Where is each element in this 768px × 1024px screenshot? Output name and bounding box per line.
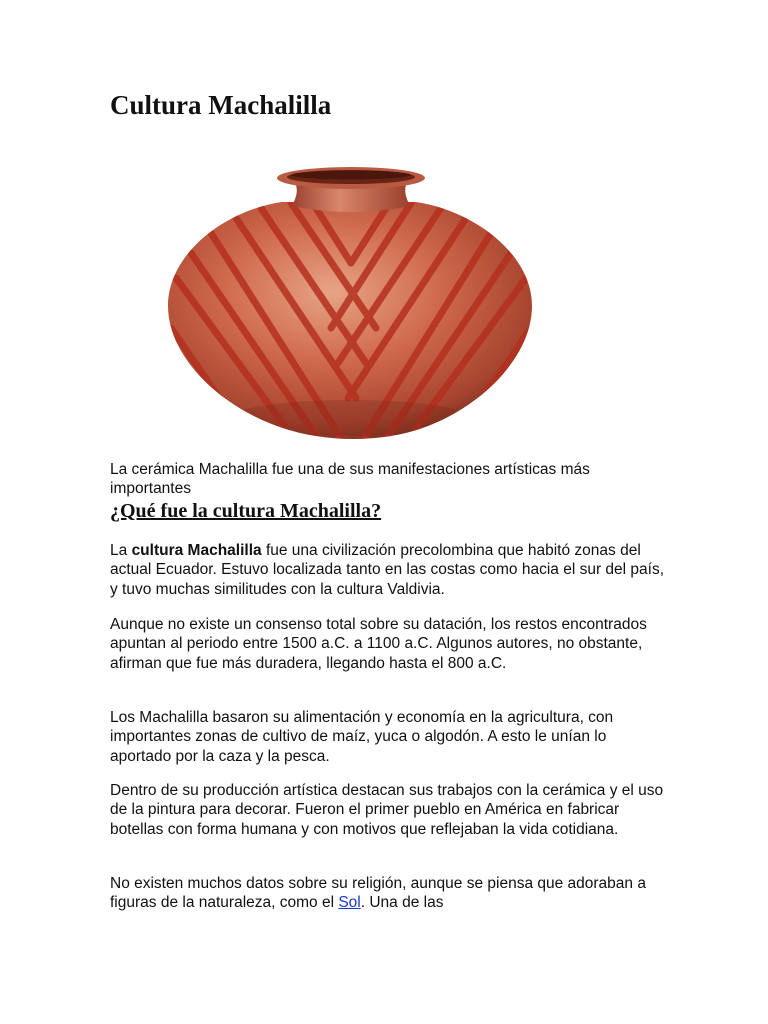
paragraph-5-rest: . Una de las [360, 894, 444, 912]
paragraph-3: Los Machalilla basaron su alimentación y economía en la agricultura, con importantes zonas de cultivo de maíz, yuca o algodón. A esto le unían lo aportado por la caza y la pesca. [110, 709, 614, 765]
paragraph-1-bold-term: cultura Machalilla [131, 542, 262, 559]
paragraph-5 [110, 874, 665, 913]
vessel-illustration [166, 158, 536, 446]
paragraph-5-lead: No existen muchos datos sobre su religión, aunque se piensa que adoraban a figuras de la naturaleza, como el [110, 875, 646, 912]
paragraph-1-lead: La [110, 542, 132, 559]
paragraph-1 [110, 541, 665, 599]
section-heading: ¿Qué fue la cultura Machalilla? [110, 500, 382, 522]
image-caption: La cerámica Machalilla fue una de sus manifestaciones artísticas más importantes [110, 461, 590, 497]
paragraph-4: Dentro de su producción artística destacan sus trabajos con la cerámica y el uso de la pintura para decorar. Fueron el primer pueblo en América en fabricar botellas con forma humana y con motivos que reflejaban la vida cotidiana. [110, 782, 664, 838]
ceramic-vessel-image [166, 158, 536, 446]
sol-link[interactable]: Sol [338, 894, 361, 912]
page-title: Cultura Machalilla [110, 90, 332, 120]
paragraph-1-rest: fue una civilización precolombina que habitó zonas del actual Ecuador. Estuvo localizada tanto en las costas como hacia el sur del país, y tuvo muchas similitudes con la cultura Valdivia. [110, 542, 665, 598]
paragraph-2: Aunque no existe un consenso total sobre su datación, los restos encontrados apuntan al periodo entre 1500 a.C. a 1100 a.C. Algunos autores, no obstante, afirman que fue más duradera, llegando hasta el 800 a.C. [110, 616, 647, 672]
